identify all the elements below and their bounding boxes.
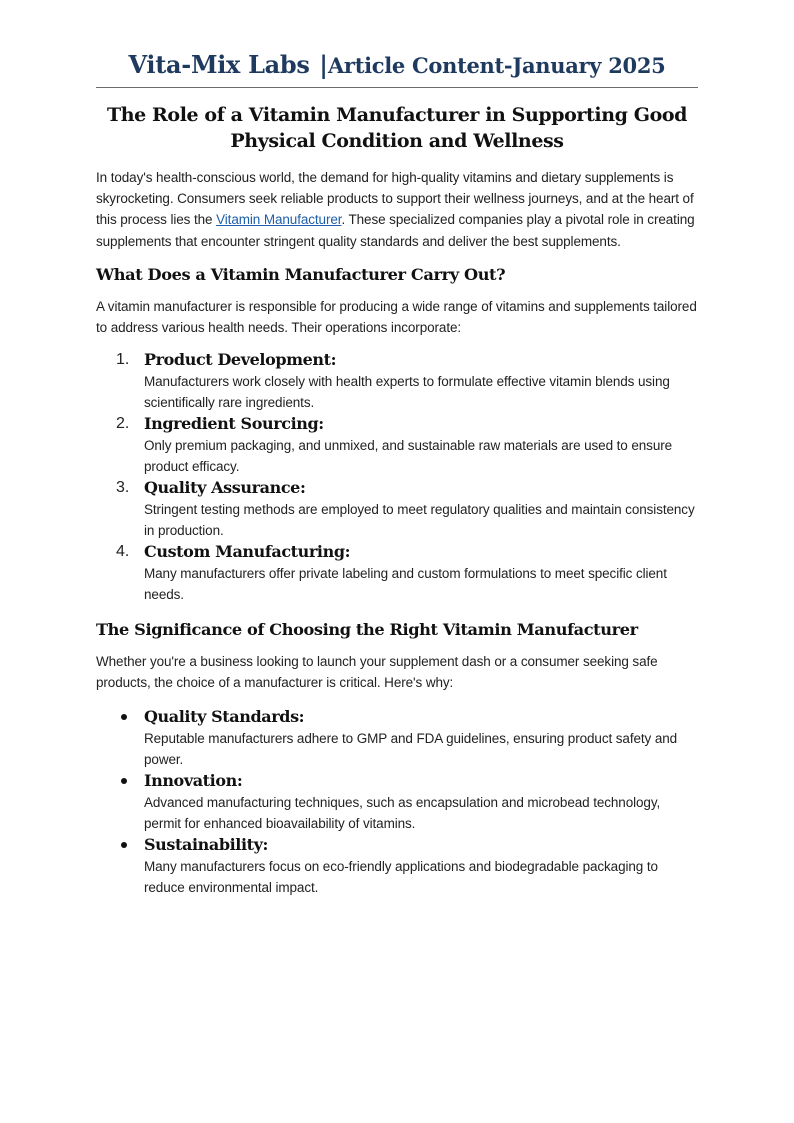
intro-text-before-link: In today's health-conscious world, the demand for high-quality vitamins and dietary supplements is skyrocketing. Consumers seek reliable products to support their wellness journeys, and at the heart of this process lies the	[96, 170, 694, 228]
masthead-separator: |	[319, 50, 328, 79]
list-item	[96, 770, 698, 834]
list-number: 2.	[116, 415, 130, 433]
section-heading-what-does: What Does a Vitamin Manufacturer Carry Out?	[96, 264, 506, 284]
bullet-icon	[121, 714, 127, 720]
list-item	[96, 477, 698, 541]
list-item-title: Quality Standards:	[144, 706, 305, 726]
list-item-body: Reputable manufacturers adhere to GMP and FDA guidelines, ensuring product safety and power.	[144, 730, 678, 767]
list-number: 1.	[116, 351, 130, 369]
article-title: The Role of a Vitamin Manufacturer in Supporting Good Physical Condition and Wellness	[106, 104, 688, 152]
masthead-subtitle: Article Content-January 2025	[327, 53, 666, 78]
list-item	[96, 834, 698, 898]
list-item-title: Quality Assurance:	[144, 478, 306, 498]
list-item-title: Product Development:	[144, 350, 337, 370]
section1-paragraph: A vitamin manufacturer is responsible for producing a wide range of vitamins and supplements tailored to address various health needs. Their operations incorporate:	[96, 298, 697, 336]
list-item-body: Many manufacturers focus on eco-friendly applications and biodegradable packaging to reduce environmental impact.	[144, 858, 658, 895]
intro-paragraph	[96, 167, 698, 252]
list-item-body: Manufacturers work closely with health experts to formulate effective vitamin blends using scientifically rare ingredients.	[144, 374, 670, 411]
operations-list	[96, 349, 698, 605]
bullet-icon	[121, 842, 127, 848]
brand-name: Vita-Mix Labs	[128, 50, 310, 79]
list-item-body: Stringent testing methods are employed to meet regulatory qualities and maintain consistency in production.	[144, 502, 695, 539]
reasons-list	[96, 706, 698, 898]
list-item-body: Many manufacturers offer private labeling and custom formulations to meet specific client needs.	[144, 566, 667, 603]
list-item	[96, 349, 698, 413]
section-heading-significance: The Significance of Choosing the Right Vitamin Manufacturer	[96, 620, 638, 640]
list-number: 3.	[116, 479, 130, 497]
list-item-title: Innovation:	[144, 770, 243, 790]
document-page	[96, 0, 698, 898]
list-item	[96, 706, 698, 770]
list-item-title: Sustainability:	[144, 834, 269, 854]
list-item-title: Custom Manufacturing:	[144, 542, 351, 562]
list-item-body: Advanced manufacturing techniques, such as encapsulation and microbead technology, permit for enhanced bioavailability of vitamins.	[144, 794, 661, 831]
intro-text-after-link: . These specialized companies play a pivotal role in creating supplements that encounter stringent quality standards and deliver the best supplements.	[96, 212, 695, 249]
section2-paragraph: Whether you're a business looking to launch your supplement dash or a consumer seeking safe products, the choice of a manufacturer is critical. Here's why:	[96, 654, 658, 691]
list-item-body: Only premium packaging, and unmixed, and sustainable raw materials are used to ensure product efficacy.	[144, 438, 673, 475]
list-number: 4.	[116, 543, 130, 561]
list-item-title: Ingredient Sourcing:	[144, 414, 324, 434]
list-item	[96, 541, 698, 605]
masthead	[96, 50, 698, 83]
list-item	[96, 413, 698, 477]
header-rule	[96, 87, 698, 88]
vitamin-manufacturer-link[interactable]: Vitamin Manufacturer	[216, 212, 342, 228]
bullet-icon	[121, 778, 127, 784]
